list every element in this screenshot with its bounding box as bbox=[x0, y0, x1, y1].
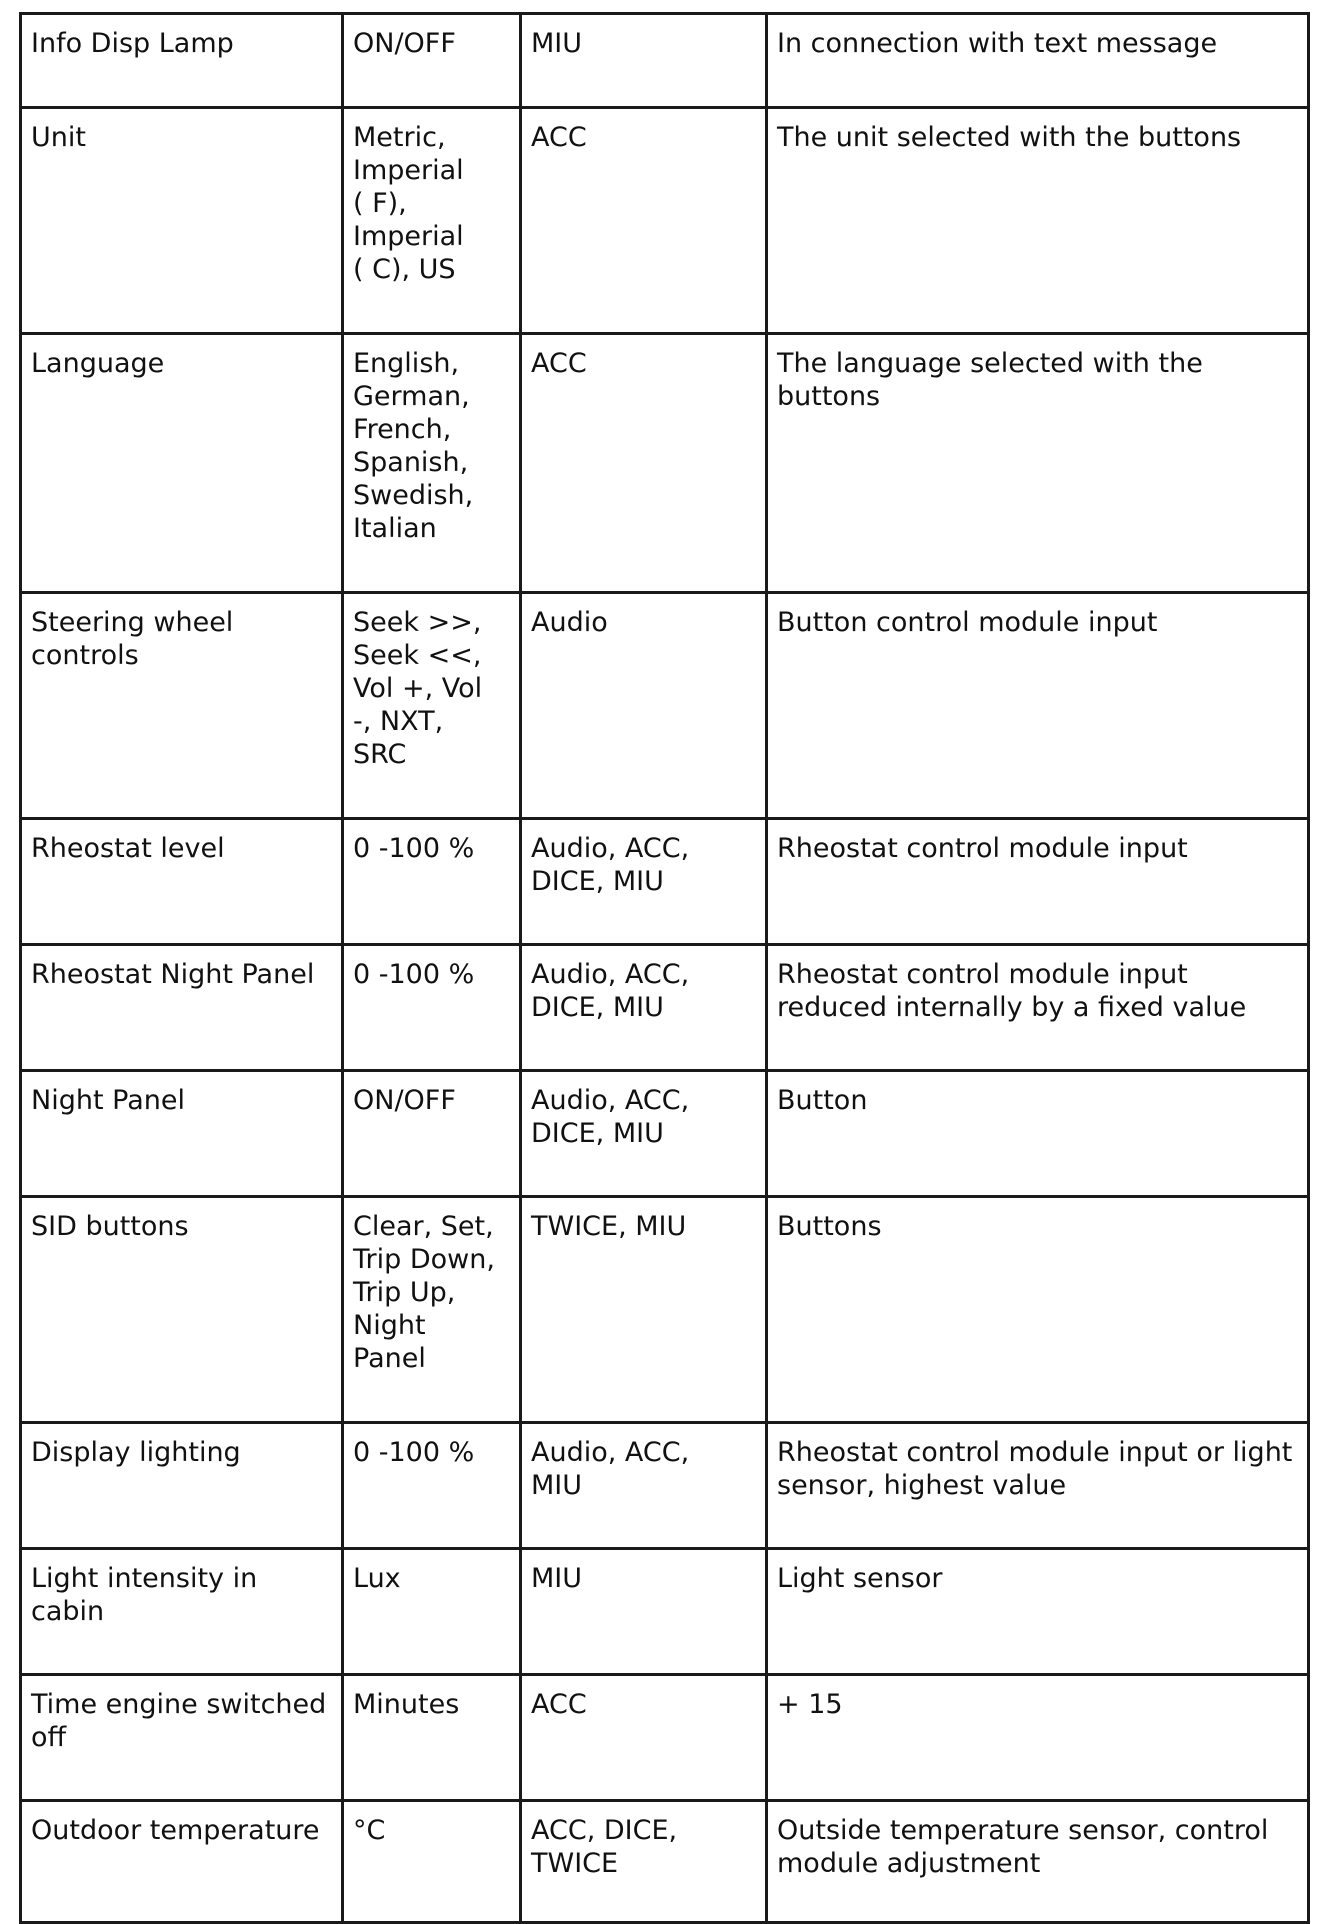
signal-description-cell: Light sensor bbox=[767, 1549, 1309, 1675]
table-row bbox=[21, 1801, 1309, 1923]
table-row bbox=[21, 819, 1309, 945]
signal-values-cell: Metric, Imperial ( F), Imperial ( C), US bbox=[343, 108, 521, 334]
table-row bbox=[21, 108, 1309, 334]
signal-description-cell: Outside temperature sensor, control module adjustment bbox=[767, 1801, 1309, 1923]
signal-modules-cell: Audio, ACC, MIU bbox=[521, 1423, 767, 1549]
signal-name-cell: Info Disp Lamp bbox=[21, 14, 343, 108]
table-row bbox=[21, 1071, 1309, 1197]
signal-description-cell: Rheostat control module input bbox=[767, 819, 1309, 945]
signal-description-cell: Buttons bbox=[767, 1197, 1309, 1423]
signal-description-cell: + 15 bbox=[767, 1675, 1309, 1801]
signal-table-body bbox=[21, 14, 1309, 1923]
signal-values-cell: ON/OFF bbox=[343, 14, 521, 108]
signal-name-cell: Rheostat level bbox=[21, 819, 343, 945]
table-row bbox=[21, 334, 1309, 593]
table-row bbox=[21, 14, 1309, 108]
signal-name-cell: Display lighting bbox=[21, 1423, 343, 1549]
signal-name-cell: Steering wheel controls bbox=[21, 593, 343, 819]
signal-values-cell: Seek >>, Seek <<, Vol +, Vol -, NXT, SRC bbox=[343, 593, 521, 819]
signal-modules-cell: TWICE, MIU bbox=[521, 1197, 767, 1423]
signal-name-cell: Time engine switched off bbox=[21, 1675, 343, 1801]
signal-name-cell: Unit bbox=[21, 108, 343, 334]
signal-name-cell: SID buttons bbox=[21, 1197, 343, 1423]
table-row bbox=[21, 945, 1309, 1071]
signal-modules-cell: Audio, ACC, DICE, MIU bbox=[521, 945, 767, 1071]
signal-values-cell: 0 -100 % bbox=[343, 1423, 521, 1549]
signal-values-cell: English, German, French, Spanish, Swedish, Italian bbox=[343, 334, 521, 593]
signal-modules-cell: ACC bbox=[521, 108, 767, 334]
signal-modules-cell: MIU bbox=[521, 1549, 767, 1675]
signal-name-cell: Light intensity in cabin bbox=[21, 1549, 343, 1675]
signal-modules-cell: ACC, DICE, TWICE bbox=[521, 1801, 767, 1923]
signal-name-cell: Outdoor temperature bbox=[21, 1801, 343, 1923]
signal-values-cell: 0 -100 % bbox=[343, 945, 521, 1071]
signal-description-cell: Button bbox=[767, 1071, 1309, 1197]
signal-modules-cell: MIU bbox=[521, 14, 767, 108]
signal-modules-cell: ACC bbox=[521, 1675, 767, 1801]
signal-values-cell: Minutes bbox=[343, 1675, 521, 1801]
signal-description-cell: Button control module input bbox=[767, 593, 1309, 819]
table-row bbox=[21, 593, 1309, 819]
signal-values-cell: Lux bbox=[343, 1549, 521, 1675]
signal-description-cell: Rheostat control module input reduced internally by a fixed value bbox=[767, 945, 1309, 1071]
signal-modules-cell: Audio bbox=[521, 593, 767, 819]
signal-description-cell: In connection with text message bbox=[767, 14, 1309, 108]
table-row bbox=[21, 1423, 1309, 1549]
signal-values-cell: 0 -100 % bbox=[343, 819, 521, 945]
signal-description-cell: The language selected with the buttons bbox=[767, 334, 1309, 593]
table-row bbox=[21, 1675, 1309, 1801]
signal-table bbox=[19, 12, 1310, 1924]
signal-values-cell: °C bbox=[343, 1801, 521, 1923]
table-row bbox=[21, 1197, 1309, 1423]
signal-modules-cell: ACC bbox=[521, 334, 767, 593]
signal-description-cell: Rheostat control module input or light sensor, highest value bbox=[767, 1423, 1309, 1549]
signal-description-cell: The unit selected with the buttons bbox=[767, 108, 1309, 334]
signal-name-cell: Rheostat Night Panel bbox=[21, 945, 343, 1071]
signal-modules-cell: Audio, ACC, DICE, MIU bbox=[521, 1071, 767, 1197]
signal-name-cell: Night Panel bbox=[21, 1071, 343, 1197]
signal-modules-cell: Audio, ACC, DICE, MIU bbox=[521, 819, 767, 945]
signal-values-cell: ON/OFF bbox=[343, 1071, 521, 1197]
signal-values-cell: Clear, Set, Trip Down, Trip Up, Night Panel bbox=[343, 1197, 521, 1423]
signal-name-cell: Language bbox=[21, 334, 343, 593]
table-row bbox=[21, 1549, 1309, 1675]
